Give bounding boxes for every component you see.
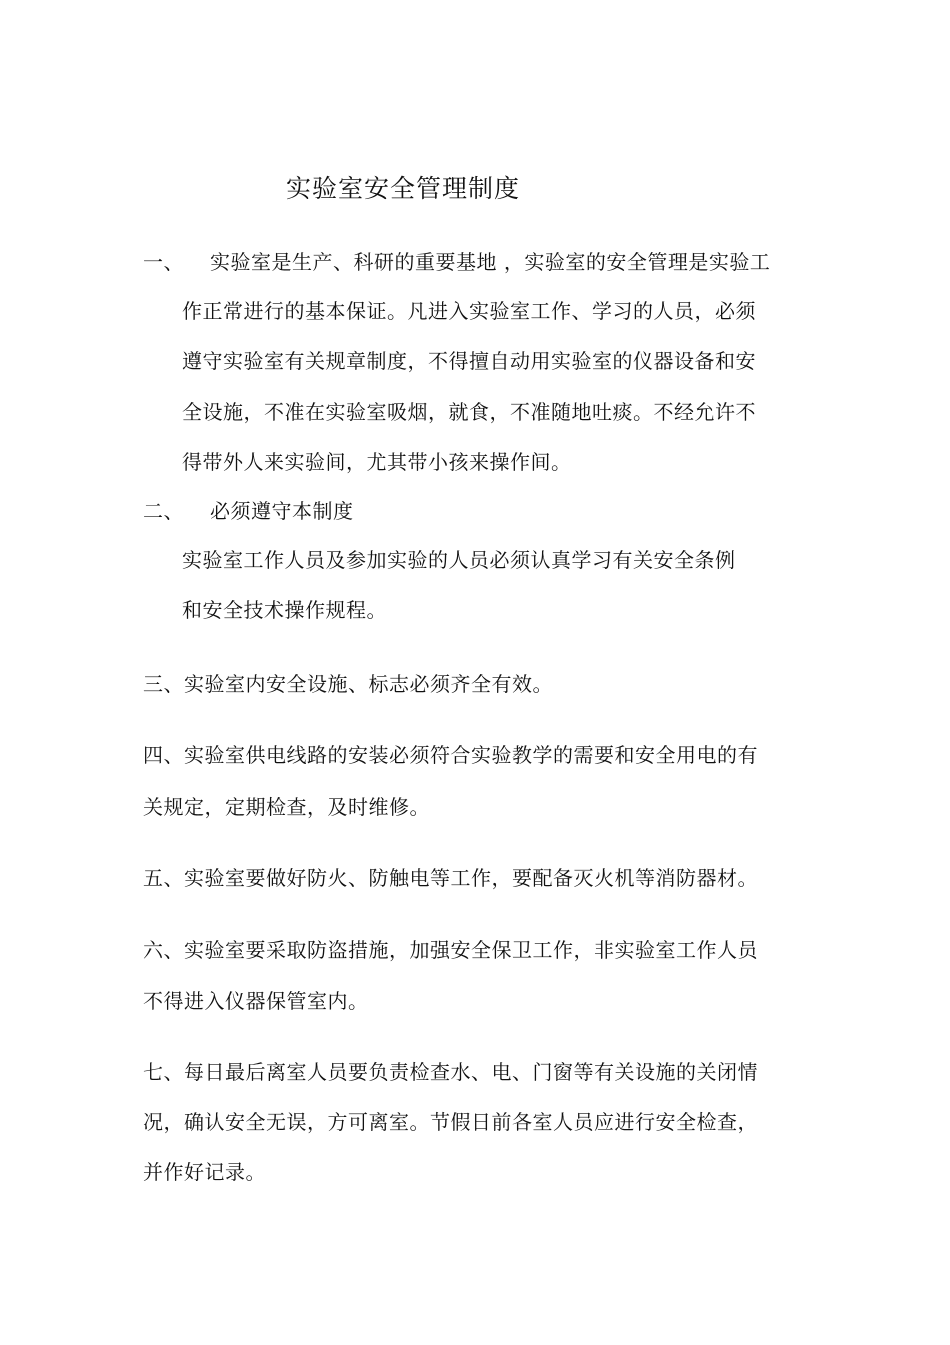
section-7-line-2: 况，确认安全无误，方可离室。节假日前各室人员应进行安全检查， (143, 1110, 758, 1134)
section-6-line-1: 六、实验室要采取防盗措施，加强安全保卫工作，非实验室工作人员 (143, 938, 758, 962)
section-1-line-4: 全设施，不准在实验室吸烟，就食，不准随地吐痰。不经允许不 (182, 400, 756, 424)
section-1-number: 一、 (143, 250, 184, 274)
section-4-line-2: 关规定，定期检查，及时维修。 (143, 795, 430, 819)
section-1-line-1: 实验室是生产、科研的重要基地 ，实验室的安全管理是实验工 (210, 250, 771, 274)
section-2-line-1: 实验室工作人员及参加实验的人员必须认真学习有关安全条例 (182, 548, 736, 572)
section-4-line-1: 四、实验室供电线路的安装必须符合实验教学的需要和安全用电的有 (143, 743, 758, 767)
section-7-line-1: 七、每日最后离室人员要负责检查水、电、门窗等有关设施的关闭情 (143, 1060, 758, 1084)
section-2-heading: 必须遵守本制度 (210, 499, 354, 523)
section-2-line-2: 和安全技术操作规程。 (182, 598, 387, 622)
section-7-line-3: 并作好记录。 (143, 1160, 266, 1184)
section-1-line-3: 遵守实验室有关规章制度，不得擅自动用实验室的仪器设备和安 (182, 349, 756, 373)
section-5-line-1: 五、实验室要做好防火、防触电等工作，要配备灭火机等消防器材。 (143, 866, 758, 890)
section-3-line-1: 三、实验室内安全设施、标志必须齐全有效。 (143, 672, 553, 696)
section-1-line-5: 得带外人来实验间，尤其带小孩来操作间。 (182, 450, 572, 474)
section-6-line-2: 不得进入仪器保管室内。 (143, 989, 369, 1013)
section-1-line-2: 作正常进行的基本保证。凡进入实验室工作、学习的人员，必须 (182, 299, 756, 323)
document-title: 实验室安全管理制度 (286, 174, 521, 203)
section-2-number: 二、 (143, 499, 184, 523)
